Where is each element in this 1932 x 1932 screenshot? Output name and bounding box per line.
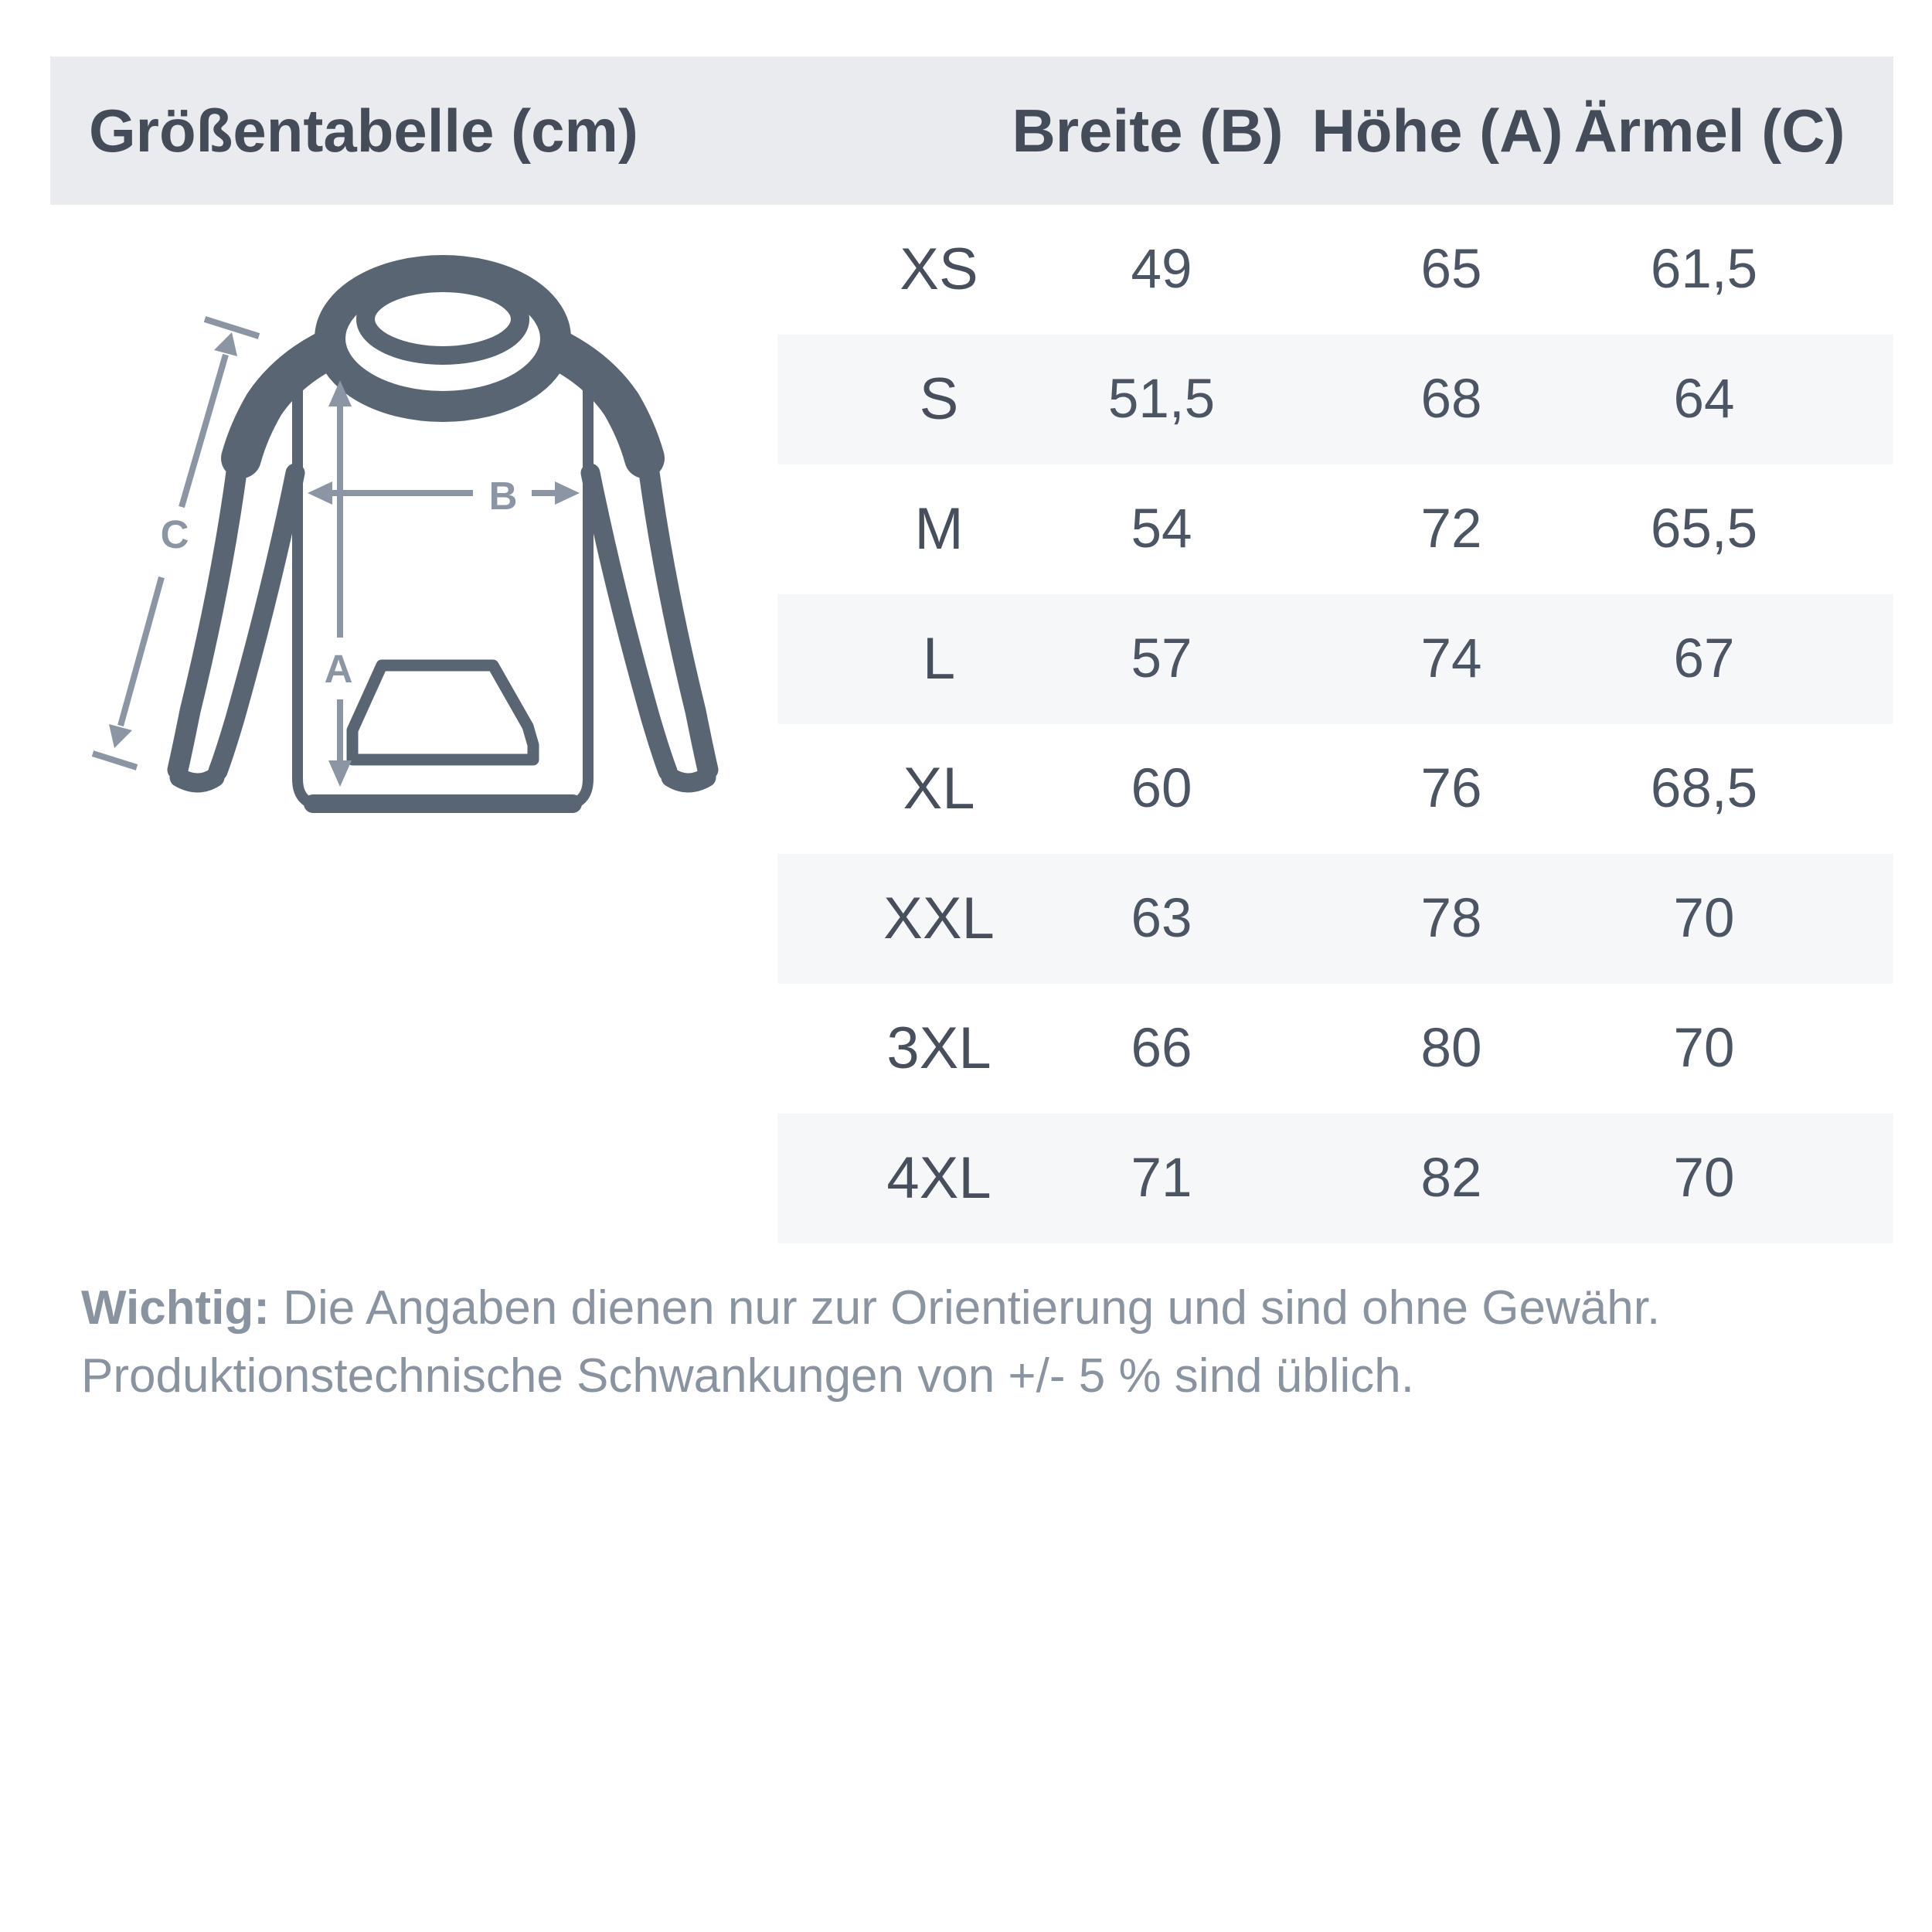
table-row — [777, 205, 1893, 335]
sleeve-arrow-c-line-top — [182, 355, 226, 507]
dim-label-b: B — [488, 474, 518, 518]
hoehe-value: 82 — [1420, 1148, 1482, 1209]
table-row — [777, 854, 1893, 984]
size-label: XL — [903, 756, 975, 821]
aermel-value: 70 — [1673, 1018, 1735, 1079]
breite-value: 57 — [1131, 628, 1192, 689]
dim-label-c: C — [160, 512, 189, 556]
size-label: M — [914, 496, 964, 562]
footer-line-1-text: Die Angaben dienen nur zur Orientierung und sind ohne Gewähr. — [269, 1281, 1661, 1335]
size-label: 4XL — [886, 1145, 992, 1211]
footer-line-1 — [81, 1274, 1889, 1342]
aermel-value: 68,5 — [1650, 758, 1758, 819]
hood-collar-ring — [366, 283, 520, 355]
aermel-value: 70 — [1673, 1148, 1735, 1209]
breite-value: 60 — [1131, 758, 1192, 819]
dim-label-a: A — [324, 647, 353, 691]
breite-value: 49 — [1131, 239, 1192, 300]
hoehe-value: 72 — [1420, 498, 1482, 560]
breite-value: 63 — [1131, 888, 1192, 949]
aermel-value: 64 — [1673, 369, 1735, 430]
hoehe-value: 80 — [1420, 1018, 1482, 1079]
sleeve-arrow-c-head-up — [214, 332, 237, 356]
hoehe-value: 74 — [1420, 628, 1482, 689]
aermel-value: 67 — [1673, 628, 1735, 689]
sleeve-arrow-c-line-bottom — [121, 577, 162, 726]
hoodie-pocket — [352, 665, 533, 760]
breite-value: 51,5 — [1107, 369, 1216, 430]
table-row — [777, 464, 1893, 594]
column-header-hoehe: Höhe (A) — [1311, 97, 1563, 165]
column-header-aermel: Ärmel (C) — [1573, 97, 1845, 165]
hoehe-value: 65 — [1420, 239, 1482, 300]
hoehe-value: 68 — [1420, 369, 1482, 430]
footer-important-label: Wichtig: — [81, 1281, 270, 1335]
table-row — [777, 594, 1893, 724]
footer-line-2: Produktionstechnische Schwankungen von +/- 5 % sind üblich. — [81, 1349, 1414, 1403]
table-row — [777, 1114, 1893, 1243]
size-label: S — [919, 366, 959, 432]
height-arrow-a-head-down — [328, 760, 352, 787]
hoodie-measurement-diagram — [46, 216, 804, 873]
sleeve-arrow-c-tick-bottom — [93, 753, 137, 767]
size-chart-header — [50, 56, 1893, 205]
hoehe-value: 76 — [1420, 758, 1482, 819]
size-label: 3XL — [886, 1015, 992, 1081]
aermel-value: 65,5 — [1650, 498, 1758, 560]
hoodie-left-cuff — [179, 777, 215, 783]
breite-value: 71 — [1131, 1148, 1192, 1209]
table-row — [777, 984, 1893, 1114]
hoodie-right-cuff — [671, 777, 706, 783]
size-label: L — [922, 626, 956, 692]
footer-note — [81, 1274, 1889, 1410]
hoehe-value: 78 — [1420, 888, 1482, 949]
column-header-breite: Breite (B) — [1012, 97, 1284, 165]
width-arrow-b-head-left — [308, 481, 332, 505]
size-label: XS — [900, 236, 978, 302]
width-arrow-b-head-right — [555, 481, 580, 505]
sleeve-arrow-c-head-down — [109, 724, 132, 748]
aermel-value: 70 — [1673, 888, 1735, 949]
table-row — [777, 724, 1893, 854]
aermel-value: 61,5 — [1650, 239, 1758, 300]
breite-value: 66 — [1131, 1018, 1192, 1079]
table-row — [777, 335, 1893, 464]
breite-value: 54 — [1131, 498, 1192, 560]
page-title: Größentabelle (cm) — [89, 97, 638, 165]
size-label: XXL — [883, 886, 995, 951]
